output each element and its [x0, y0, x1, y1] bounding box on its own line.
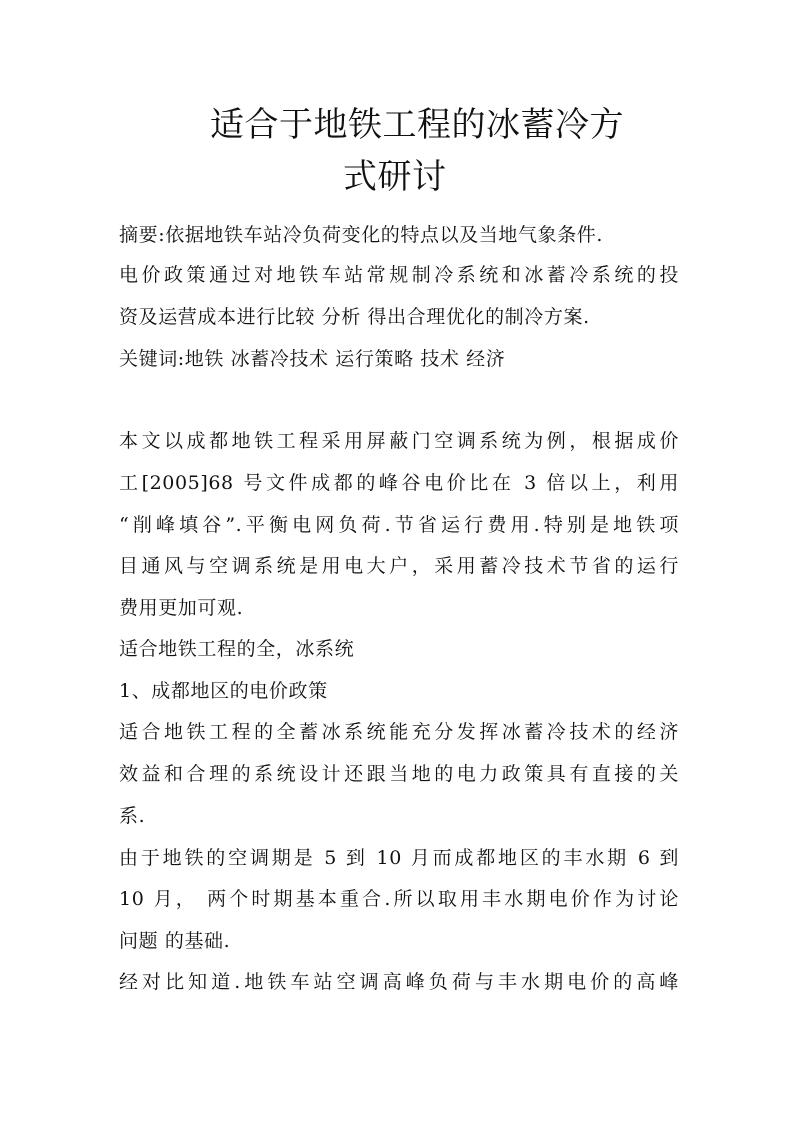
body-line-3: “削峰填谷”.平衡电网负荷.节省运行费用.特别是地铁项 — [119, 514, 679, 536]
body-line-4: 目通风与空调系统是用电大户，采用蓄冷技术节省的运行 — [119, 555, 679, 577]
body-line-1: 本文以成都地铁工程采用屏蔽门空调系统为例，根据成价 — [119, 430, 679, 452]
body-line-12: 经对比知道.地铁车站空调高峰负荷与丰水期电价的高峰 — [119, 971, 679, 993]
body-line-11: 问题 的基础. — [119, 930, 231, 952]
section-heading: 适合地铁工程的全，冰系统 — [119, 638, 355, 660]
abstract-line-2: 电价政策通过对地铁车站常规制冷系统和冰蓄冷系统的投 — [119, 264, 679, 286]
body-line-10: 10 月， 两个时期基本重合.所以取用丰水期电价作为讨论 — [119, 888, 679, 910]
body-line-6: 适合地铁工程的全蓄冰系统能充分发挥冰蓄冷技术的经济 — [119, 721, 679, 743]
document-title-line-2: 式研讨 — [343, 157, 447, 197]
subsection-heading: 1、成都地区的电价政策 — [119, 680, 328, 702]
body-line-2: 工[2005]68 号文件成都的峰谷电价比在 3 倍以上，利用 — [119, 472, 679, 494]
abstract-line-3: 资及运营成本进行比较 分析 得出合理优化的制冷方案. — [119, 306, 590, 328]
body-line-9: 由于地铁的空调期是 5 到 10 月而成都地区的丰水期 6 到 — [119, 847, 679, 869]
keywords-line: 关键词:地铁 冰蓄冷技术 运行策略 技术 经济 — [119, 348, 506, 370]
body-line-7: 效益和合理的系统设计还跟当地的电力政策具有直接的关 — [119, 763, 679, 785]
document-title-line-1: 适合于地铁工程的冰蓄冷方 — [210, 105, 624, 145]
body-line-5: 费用更加可观. — [119, 597, 244, 619]
abstract-line-1: 摘要:依据地铁车站冷负荷变化的特点以及当地气象条件. — [119, 224, 604, 246]
body-line-8: 系. — [119, 805, 146, 827]
